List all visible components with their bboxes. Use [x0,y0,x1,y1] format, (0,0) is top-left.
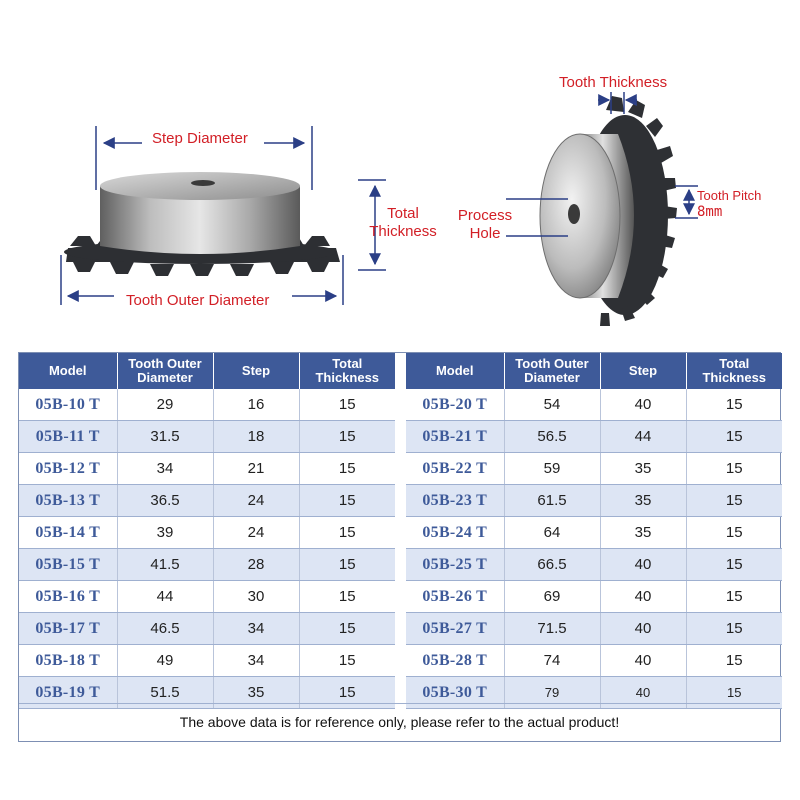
table-row [406,549,782,581]
cell-model: 05B-11 T [19,421,117,453]
cell-step: 35 [600,453,686,485]
header-model: Model [19,353,117,389]
cell-outer: 54 [504,389,600,421]
cell-outer: 36.5 [117,485,213,517]
cell-model: 05B-17 T [19,613,117,645]
table-row [406,453,782,485]
cell-total: 15 [299,485,395,517]
header-tooth-outer-diameter [504,353,600,389]
process-hole-label-line1: Process [457,207,513,224]
cell-model: 05B-16 T [19,581,117,613]
cell-step: 28 [213,549,299,581]
header-outer-line2: Diameter [524,370,580,385]
cell-step: 34 [213,613,299,645]
table-divider [395,353,406,705]
cell-model: 05B-13 T [19,485,117,517]
table-row [19,581,395,613]
cell-step: 40 [600,549,686,581]
cell-model: 05B-25 T [406,549,504,581]
cell-step: 44 [600,421,686,453]
tooth-pitch-value: 8mm [697,204,723,220]
cell-outer: 34 [117,453,213,485]
table-row [406,421,782,453]
table-row [19,389,395,421]
total-thickness-label-line1: Total [387,205,419,222]
cell-model: 05B-14 T [19,517,117,549]
step-diameter-label: Step Diameter [152,130,248,147]
cell-step: 40 [600,389,686,421]
cell-total: 15 [299,421,395,453]
header-model: Model [406,353,504,389]
cell-total: 15 [686,613,782,645]
cell-step: 16 [213,389,299,421]
cell-total: 15 [686,581,782,613]
cell-outer: 56.5 [504,421,600,453]
cell-total: 15 [299,613,395,645]
table-row [406,485,782,517]
table-row [19,421,395,453]
cell-total: 15 [686,485,782,517]
cell-total: 15 [686,645,782,677]
cell-outer: 51.5 [117,677,213,709]
cell-total: 15 [299,581,395,613]
spec-table [18,352,781,742]
header-outer-line1: Tooth Outer [515,356,589,371]
cell-step: 34 [213,645,299,677]
cell-total: 15 [299,517,395,549]
total-thickness-label-line2: Thickness [369,223,437,240]
header-row [19,353,395,389]
tooth-thickness-label: Tooth Thickness [559,74,668,91]
cell-step: 35 [213,677,299,709]
cell-step: 40 [600,581,686,613]
cell-step: 40 [600,645,686,677]
table-row [406,613,782,645]
cell-step: 40 [600,613,686,645]
cell-step: 24 [213,485,299,517]
cell-model: 05B-15 T [19,549,117,581]
process-hole-label-line2: Hole [469,225,501,242]
cell-step: 24 [213,517,299,549]
header-tooth-outer-diameter [117,353,213,389]
cell-outer: 29 [117,389,213,421]
header-total-thickness [686,353,782,389]
cell-step: 35 [600,485,686,517]
cell-total: 15 [686,453,782,485]
cell-total: 15 [686,421,782,453]
cell-model: 05B-18 T [19,645,117,677]
header-outer-line2: Diameter [137,370,193,385]
process-hole [568,204,580,224]
table-row [19,645,395,677]
sprocket-side-view [64,172,340,276]
cell-total: 15 [686,517,782,549]
spec-table-left [19,353,395,709]
table-row [406,645,782,677]
sprocket-angled-view [540,96,677,326]
table-row [19,485,395,517]
header-row [406,353,782,389]
cell-model: 05B-27 T [406,613,504,645]
cell-outer: 39 [117,517,213,549]
cell-outer: 44 [117,581,213,613]
header-total-line1: Total [332,356,363,371]
process-hole-label [452,207,518,243]
cell-total: 15 [686,677,782,709]
total-thickness-label [366,205,440,241]
table-row [406,581,782,613]
cell-total: 15 [686,389,782,421]
cell-model: 05B-19 T [19,677,117,709]
cell-model: 05B-22 T [406,453,504,485]
header-total-line2: Thickness [315,370,380,385]
illustration-area [0,0,800,345]
cell-outer: 69 [504,581,600,613]
cell-step: 21 [213,453,299,485]
tooth-pitch-label-text: Tooth Pitch [697,188,762,203]
header-step: Step [600,353,686,389]
cell-outer: 64 [504,517,600,549]
cell-total: 15 [299,549,395,581]
cell-outer: 61.5 [504,485,600,517]
cell-outer: 41.5 [117,549,213,581]
cell-model: 05B-12 T [19,453,117,485]
header-total-line1: Total [719,356,750,371]
cell-outer: 66.5 [504,549,600,581]
cell-step: 35 [600,517,686,549]
table-row [19,613,395,645]
cell-total: 15 [299,389,395,421]
cell-step: 30 [213,581,299,613]
cell-outer: 46.5 [117,613,213,645]
cell-outer: 49 [117,645,213,677]
table-row [19,549,395,581]
cell-total: 15 [299,645,395,677]
table-row [406,517,782,549]
bore-left [191,180,215,186]
cell-model: 05B-20 T [406,389,504,421]
table-row [406,389,782,421]
cell-total: 15 [299,677,395,709]
cell-model: 05B-24 T [406,517,504,549]
tooth-pitch-dimension [675,186,698,218]
header-step: Step [213,353,299,389]
cell-step: 18 [213,421,299,453]
table-row [19,453,395,485]
cell-step: 40 [600,677,686,709]
cell-model: 05B-28 T [406,645,504,677]
cell-model: 05B-10 T [19,389,117,421]
cell-model: 05B-26 T [406,581,504,613]
cell-outer: 79 [504,677,600,709]
reference-note: The above data is for reference only, please refer to the actual product! [19,703,780,741]
cell-outer: 71.5 [504,613,600,645]
tooth-pitch-label [697,188,761,220]
cell-total: 15 [686,549,782,581]
table-row [19,517,395,549]
header-outer-line1: Tooth Outer [128,356,202,371]
cell-model: 05B-23 T [406,485,504,517]
cell-outer: 59 [504,453,600,485]
cell-model: 05B-21 T [406,421,504,453]
hub-top-left [100,172,300,200]
cell-outer: 31.5 [117,421,213,453]
cell-outer: 74 [504,645,600,677]
header-total-thickness [299,353,395,389]
tooth-outer-diameter-label: Tooth Outer Diameter [126,292,270,309]
cell-model: 05B-30 T [406,677,504,709]
spec-table-right [406,353,782,709]
hub-face-right [540,134,620,298]
header-total-line2: Thickness [702,370,767,385]
cell-total: 15 [299,453,395,485]
